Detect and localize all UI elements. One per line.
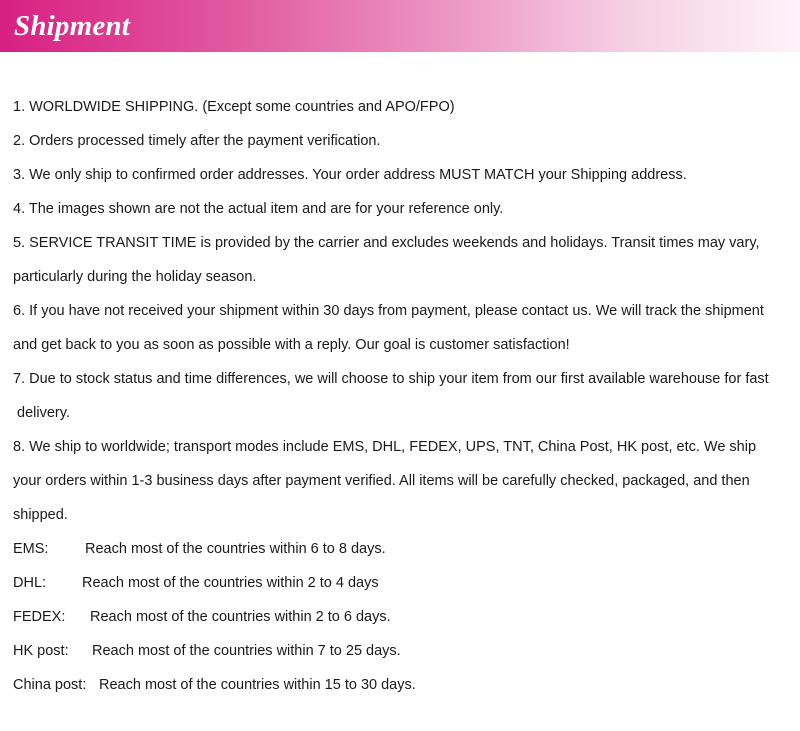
carrier-name: HK post: bbox=[13, 643, 69, 659]
policy-line: and get back to you as soon as possible with a reply. Our goal is customer satisfaction! bbox=[13, 337, 570, 353]
shipment-policy-text bbox=[13, 97, 793, 709]
policy-line: delivery. bbox=[13, 405, 70, 421]
policy-line: your orders within 1-3 business days after payment verified. All items will be carefully checked, packaged, and then bbox=[13, 473, 750, 489]
carrier-name: China post: bbox=[13, 677, 87, 693]
carrier-name: EMS: bbox=[13, 541, 49, 557]
policy-line: 6. If you have not received your shipment within 30 days from payment, please contact us. We will track the shipment bbox=[13, 303, 764, 319]
shipping-time-row bbox=[13, 573, 793, 607]
policy-line: 1. WORLDWIDE SHIPPING. (Except some countries and APO/FPO) bbox=[13, 99, 455, 115]
carrier-name: DHL: bbox=[13, 575, 47, 591]
carrier-transit-time: Reach most of the countries within 2 to 6 days. bbox=[90, 609, 391, 625]
carrier-transit-time: Reach most of the countries within 2 to 4 days bbox=[82, 575, 379, 591]
policy-line: 2. Orders processed timely after the payment verification. bbox=[13, 133, 381, 149]
shipping-time-row bbox=[13, 641, 793, 675]
policy-line: 4. The images shown are not the actual item and are for your reference only. bbox=[13, 201, 504, 217]
shipment-banner bbox=[0, 0, 800, 52]
carrier-transit-time: Reach most of the countries within 7 to 25 days. bbox=[92, 643, 401, 659]
shipping-time-row bbox=[13, 607, 793, 641]
banner-title: Shipment bbox=[14, 10, 131, 42]
policy-line: 7. Due to stock status and time differences, we will choose to ship your item from our first available warehouse for fast bbox=[13, 371, 769, 387]
shipping-time-row bbox=[13, 675, 793, 709]
policy-line: shipped. bbox=[13, 507, 68, 523]
policy-line: 5. SERVICE TRANSIT TIME is provided by the carrier and excludes weekends and holidays. Transit times may vary, bbox=[13, 235, 760, 251]
policy-line: 8. We ship to worldwide; transport modes include EMS, DHL, FEDEX, UPS, TNT, China Post, HK post, etc. We ship bbox=[13, 439, 757, 455]
policy-line: particularly during the holiday season. bbox=[13, 269, 257, 285]
carrier-name: FEDEX: bbox=[13, 609, 66, 625]
carrier-transit-time: Reach most of the countries within 15 to 30 days. bbox=[99, 677, 416, 693]
policy-line: 3. We only ship to confirmed order addresses. Your order address MUST MATCH your Shipping address. bbox=[13, 167, 687, 183]
shipping-time-row bbox=[13, 539, 793, 573]
carrier-transit-time: Reach most of the countries within 6 to 8 days. bbox=[85, 541, 386, 557]
